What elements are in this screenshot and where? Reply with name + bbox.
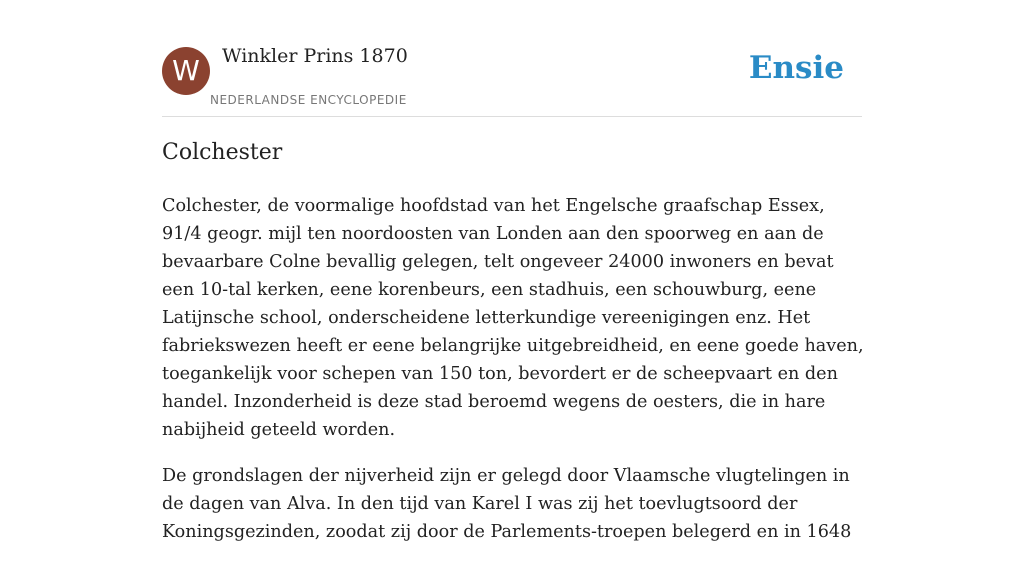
ensie-logo[interactable]: Ensie [748,50,844,86]
article-paragraph: De grondslagen der nijverheid zijn er gelegd door Vlaamsche vlugtelingen in de dagen van Alva. In den tijd van Karel I was zij het toevlugtsoord der Koningsgezinden, zoodat zij door de Parlements-troepen belegerd en in 1648 [162,466,852,542]
article-body [162,192,866,564]
article-title: Colchester [162,140,283,165]
article-paragraph: Colchester, de voormalige hoofdstad van het Engelsche graafschap Essex, 91/4 geogr. mijl ten noordoosten van Londen aan den spoorweg en aan de bevaarbare Colne bevallig gelegen, telt ongeveer 24000 inwoners en bevat een 10-tal kerken, eene korenbeurs, een stadhuis, een schouwburg, eene Latijnsche school, onderscheidene letterkundige vereenigingen enz. Het fabriekswezen heeft er eene belangrijke uitgebreidheid, en eene goede haven, toegankelijk voor schepen van 150 ton, bevordert er de scheepvaart en den handel. Inzonderheid is deze stad beroemd wegens de oesters, die in hare nabijheid geteeld worden. [162,196,864,440]
site-header [162,0,862,117]
source-subtitle: NEDERLANDSE ENCYCLOPEDIE [210,93,407,107]
source-avatar[interactable]: W [162,47,210,95]
source-title[interactable]: Winkler Prins 1870 [222,45,408,67]
